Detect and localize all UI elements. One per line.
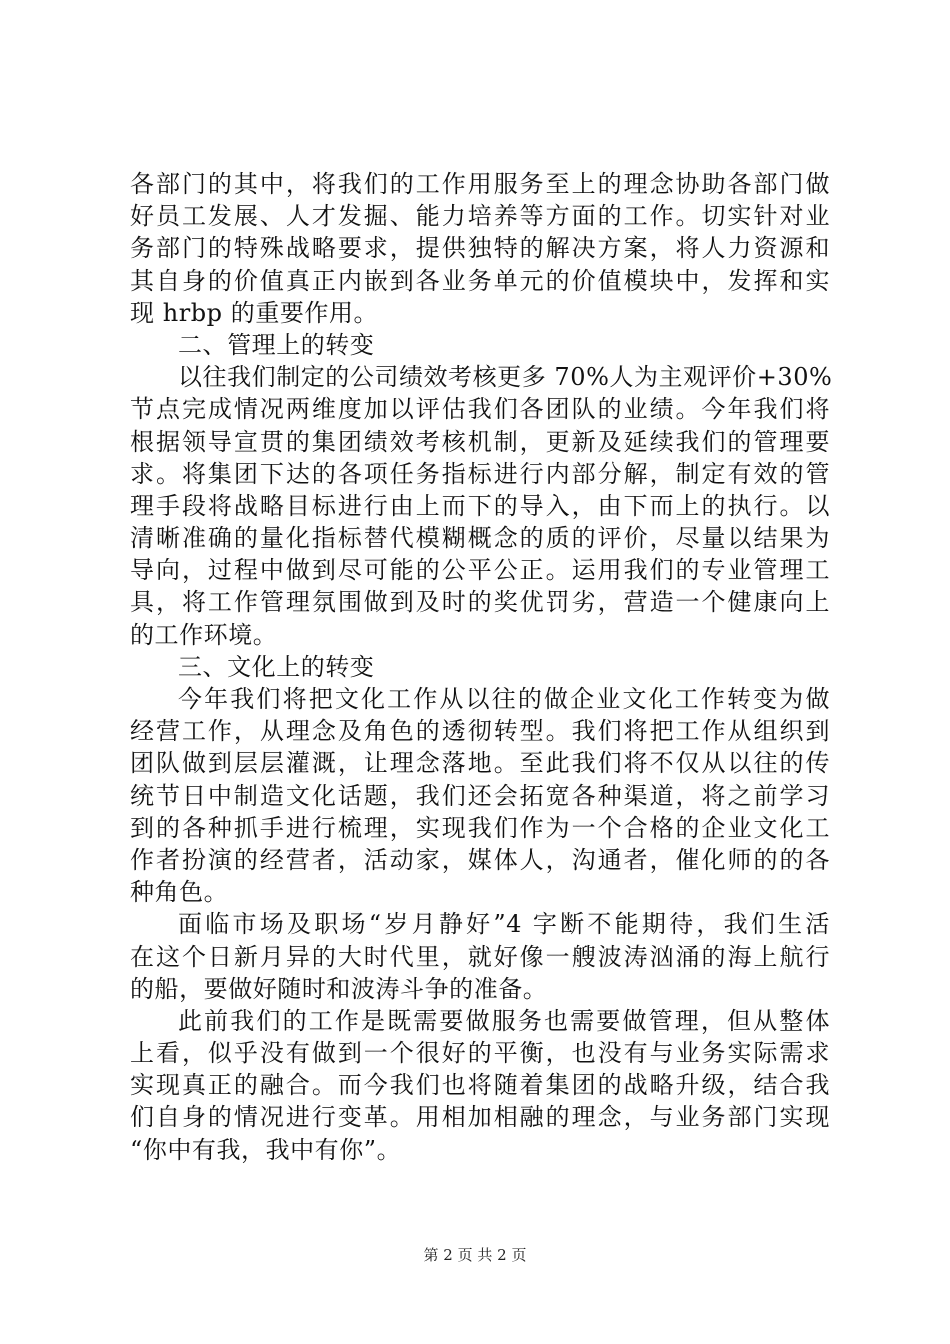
text-line: 导向，过程中做到尽可能的公平公正。运用我们的专业管理工 — [130, 556, 830, 585]
text-line: 经营工作，从理念及角色的透彻转型。我们将把工作从组织到 — [130, 717, 830, 746]
text-line: 面临市场及职场“岁月静好”4 字断不能期待，我们生活 — [178, 910, 830, 939]
text-line: 们自身的情况进行变革。用相加相融的理念，与业务部门实现 — [130, 1103, 830, 1132]
text-line: 务部门的特殊战略要求，提供独特的解决方案，将人力资源和 — [130, 234, 830, 263]
text-line: 好员工发展、人才发掘、能力培养等方面的工作。切实针对业 — [130, 202, 830, 231]
text-line: 上看，似乎没有做到一个很好的平衡，也没有与业务实际需求 — [130, 1039, 830, 1068]
text-line: 团队做到层层灌溉，让理念落地。至此我们将不仅从以往的传 — [130, 749, 830, 778]
page-number-footer: 第 2 页 共 2 页 — [423, 1246, 527, 1264]
paragraph — [130, 1005, 830, 1166]
text-line: 根据领导宣贯的集团绩效考核机制，更新及延续我们的管理要 — [130, 427, 830, 456]
text-line: 种角色。 — [130, 878, 229, 907]
paragraph — [130, 908, 830, 1005]
text-line: 现 hrbp 的重要作用。 — [130, 298, 379, 327]
text-line: 到的各种抓手进行梳理，实现我们作为一个合格的企业文化工 — [130, 813, 830, 842]
text-line: 统节日中制造文化话题，我们还会拓宽各种渠道，将之前学习 — [130, 781, 830, 810]
text-line: 作者扮演的经营者，活动家，媒体人，沟通者，催化师的的各 — [130, 845, 830, 874]
text-line: 清晰准确的量化指标替代模糊概念的质的评价，尽量以结果为 — [130, 524, 830, 553]
text-line: 理手段将战略目标进行由上而下的导入，由下而上的执行。以 — [130, 491, 830, 520]
text-line: 此前我们的工作是既需要做服务也需要做管理，但从整体 — [178, 1006, 830, 1035]
text-line: 节点完成情况两维度加以评估我们各团队的业绩。今年我们将 — [130, 395, 830, 424]
paragraph — [130, 168, 830, 329]
section-heading: 三、文化上的转变 — [178, 652, 375, 681]
section-heading: 二、管理上的转变 — [178, 330, 375, 359]
text-line: 今年我们将把文化工作从以往的做企业文化工作转变为做 — [178, 685, 830, 713]
text-line: 的船，要做好随时和波涛斗争的准备。 — [130, 974, 548, 1003]
text-line: “你中有我，我中有你”。 — [130, 1135, 402, 1164]
text-line: 在这个日新月异的大时代里，就好像一艘波涛汹涌的海上航行 — [130, 942, 830, 971]
text-line: 以往我们制定的公司绩效考核更多 70%人为主观评价+30% — [178, 363, 833, 392]
paragraph — [130, 361, 833, 651]
text-line: 求。将集团下达的各项任务指标进行内部分解，制定有效的管 — [130, 459, 830, 488]
document-body — [130, 168, 833, 1166]
text-line: 的工作环境。 — [130, 620, 278, 649]
paragraph — [130, 683, 830, 908]
text-line: 实现真正的融合。而今我们也将随着集团的战略升级，结合我 — [130, 1071, 830, 1100]
text-line: 具，将工作管理氛围做到及时的奖优罚劣，营造一个健康向上 — [130, 588, 830, 617]
text-line: 各部门的其中，将我们的工作用服务至上的理念协助各部门做 — [130, 170, 830, 198]
text-line: 其自身的价值真正内嵌到各业务单元的价值模块中，发挥和实 — [130, 266, 830, 295]
